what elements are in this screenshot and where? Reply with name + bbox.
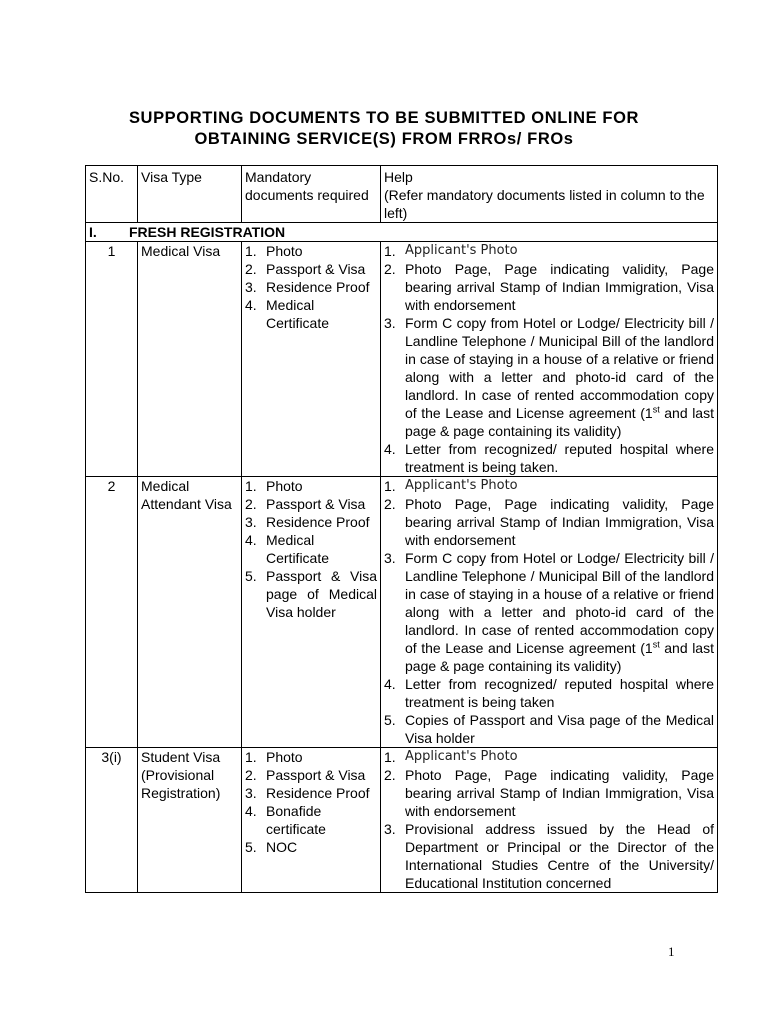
list-item: 4. Letter from recognized/ reputed hospital where treatment is being taken	[384, 676, 714, 710]
row-help	[381, 748, 718, 893]
header-help-title: Help	[384, 169, 413, 185]
row-visa-type: Student Visa (Provisional Registration)	[138, 748, 242, 893]
list-item: 3. Residence Proof	[245, 514, 370, 530]
list-item: 1. Applicant's Photo	[384, 749, 518, 765]
row-sno: 3(i)	[86, 748, 138, 893]
list-item: 1. Photo	[245, 243, 303, 259]
list-item: 5. Passport & Visa page of Medical Visa holder	[245, 568, 377, 620]
table-row	[86, 242, 718, 477]
table-row	[86, 748, 718, 893]
row-help	[381, 477, 718, 748]
row-visa-type: Medical Visa	[138, 242, 242, 477]
row-mandatory	[242, 242, 381, 477]
header-sno: S.No.	[86, 166, 138, 223]
list-item: 3. Form C copy from Hotel or Lodge/ Electricity bill / Landline Telephone / Municipal Bill of the landlord in case of staying in a house of a relative or friend along with a letter and photo-id card of the landlord. In case of rented accommodation copy of the Lease and License agreement (1st and last page & page containing its validity)	[384, 550, 714, 674]
header-help	[381, 166, 718, 223]
list-item: 4. Bonafide certificate	[245, 803, 326, 837]
section-number: I.	[89, 224, 97, 240]
table-header-row	[86, 166, 718, 223]
list-item: 2. Photo Page, Page indicating validity, Page bearing arrival Stamp of Indian Immigration, Visa with endorsement	[384, 496, 714, 548]
list-item: 3. Form C copy from Hotel or Lodge/ Electricity bill / Landline Telephone / Municipal Bill of the landlord in case of staying in a house of a relative or friend along with a letter and photo-id card of the landlord. In case of rented accommodation copy of the Lease and License agreement (1st and last page & page containing its validity)	[384, 315, 714, 439]
list-item: 2. Passport & Visa	[245, 496, 366, 512]
documents-table	[85, 165, 718, 893]
row-sno: 1	[86, 242, 138, 477]
list-item: 5. Copies of Passport and Visa page of the Medical Visa holder	[384, 712, 714, 746]
row-visa-type: Medical Attendant Visa	[138, 477, 242, 748]
list-item: 4. Medical Certificate	[245, 532, 330, 566]
header-mandatory: Mandatory documents required	[242, 166, 381, 223]
list-item: 2. Passport & Visa	[245, 261, 366, 277]
list-item: 3. Residence Proof	[245, 785, 370, 801]
list-item: 2. Passport & Visa	[245, 767, 366, 783]
page-number: 1	[668, 944, 675, 959]
title-line-2: OBTAINING SERVICE(S) FROM FRROs/ FROs	[194, 130, 574, 148]
list-item: 4. Medical Certificate	[245, 297, 330, 331]
row-help	[381, 242, 718, 477]
header-help-subtitle: (Refer mandatory documents listed in column to the left)	[384, 187, 705, 221]
row-mandatory	[242, 748, 381, 893]
row-mandatory	[242, 477, 381, 748]
section-row	[86, 223, 718, 242]
table-row	[86, 477, 718, 748]
list-item: 3. Residence Proof	[245, 279, 370, 295]
list-item: 5. NOC	[245, 839, 298, 855]
list-item: 4. Letter from recognized/ reputed hospital where treatment is being taken.	[384, 441, 714, 475]
list-item: 1. Photo	[245, 478, 303, 494]
list-item: 1. Photo	[245, 749, 303, 765]
header-visa-type: Visa Type	[138, 166, 242, 223]
list-item: 1. Applicant's Photo	[384, 243, 518, 259]
section-heading	[86, 223, 718, 242]
section-label: FRESH REGISTRATION	[129, 224, 286, 240]
title-line-1: SUPPORTING DOCUMENTS TO BE SUBMITTED ONLINE FOR	[128, 109, 640, 127]
list-item: 2. Photo Page, Page indicating validity, Page bearing arrival Stamp of Indian Immigration, Visa with endorsement	[384, 767, 714, 819]
list-item: 3. Provisional address issued by the Head of Department or Principal or the Director of the International Studies Centre of the University/ Educational Institution concerned	[384, 821, 714, 891]
list-item: 2. Photo Page, Page indicating validity, Page bearing arrival Stamp of Indian Immigration, Visa with endorsement	[384, 261, 714, 313]
document-title	[0, 108, 768, 150]
list-item: 1. Applicant's Photo	[384, 478, 518, 494]
row-sno: 2	[86, 477, 138, 748]
